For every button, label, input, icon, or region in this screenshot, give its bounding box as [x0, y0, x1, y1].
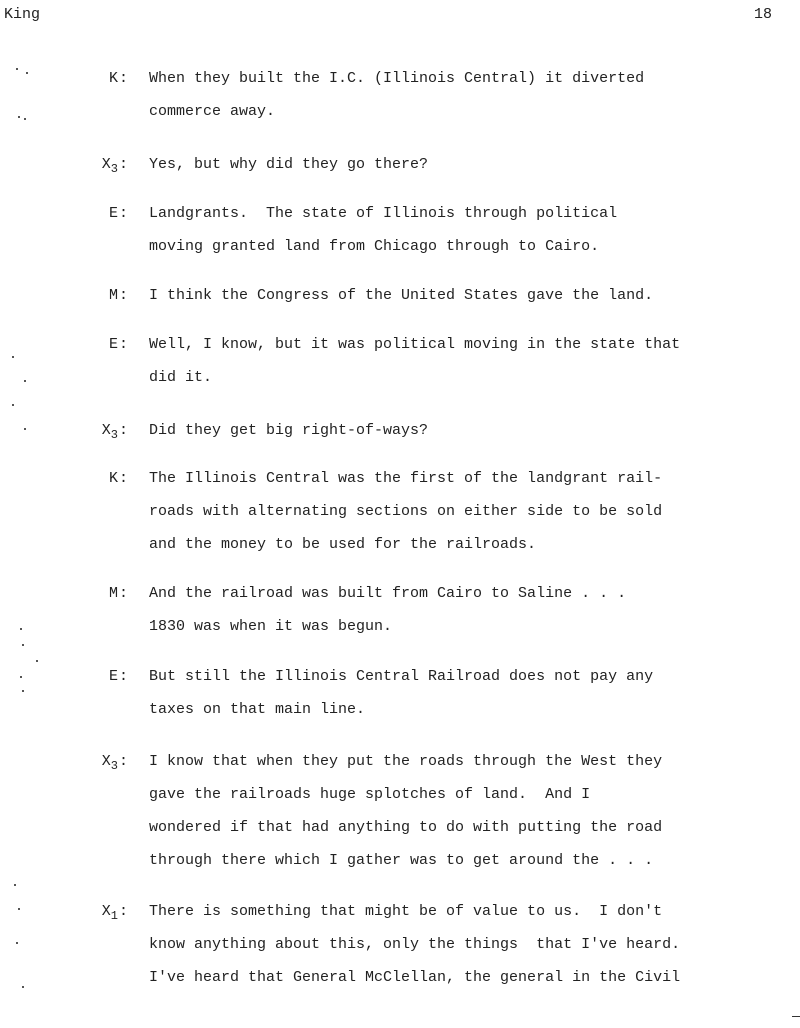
page-number: 18 — [754, 6, 773, 23]
speaker-label: M: — [108, 287, 128, 304]
dialogue-line: commerce away. — [149, 103, 276, 120]
dialogue-line: There is something that might be of value to us. I don't — [149, 903, 663, 920]
edge-mark — [792, 1016, 800, 1017]
speaker-label: $X_3$: — [101, 422, 128, 442]
speaker-label: E: — [108, 336, 128, 353]
speaker-initial: X — [101, 422, 111, 439]
dialogue-line: and the money to be used for the railroads. — [149, 536, 537, 553]
dialogue-line: through there which I gather was to get around the . . . — [149, 852, 654, 869]
speaker-label: K: — [108, 70, 128, 87]
speaker-label: M: — [108, 585, 128, 602]
dialogue-line: Landgrants. The state of Illinois through political — [149, 205, 618, 222]
dialogue-line: know anything about this, only the things that I've heard. — [149, 936, 681, 953]
dialogue-line: moving granted land from Chicago through to Cairo. — [149, 238, 600, 255]
dialogue-line: But still the Illinois Central Railroad does not pay any — [149, 668, 654, 685]
speaker-label: $X_3$: — [101, 753, 128, 773]
dialogue-line: 1830 was when it was begun. — [149, 618, 393, 635]
speaker-label: $X_3$: — [101, 156, 128, 176]
dialogue-line: I've heard that General McClellan, the general in the Civil — [149, 969, 681, 986]
speaker-initial: E — [108, 668, 118, 685]
dialogue-line: I think the Congress of the United States gave the land. — [149, 287, 654, 304]
speaker-initial: E — [108, 336, 118, 353]
speaker-initial: X — [101, 156, 111, 173]
speaker-subscript: 3 — [110, 759, 118, 773]
dialogue-line: I know that when they put the roads through the West they — [149, 753, 663, 770]
dialogue-line: When they built the I.C. (Illinois Central) it diverted — [149, 70, 645, 87]
dialogue-line: gave the railroads huge splotches of land. And I — [149, 786, 591, 803]
speaker-initial: M — [108, 585, 118, 602]
speaker-initial: X — [101, 903, 111, 920]
dialogue-line: Well, I know, but it was political moving in the state that — [149, 336, 681, 353]
dialogue-line: wondered if that had anything to do with putting the road — [149, 819, 663, 836]
page-header-name: King — [4, 6, 41, 23]
speaker-label: $X_1$: — [101, 903, 128, 923]
dialogue-line: Did they get big right-of-ways? — [149, 422, 429, 439]
dialogue-line: Yes, but why did they go there? — [149, 156, 429, 173]
speaker-label: E: — [108, 668, 128, 685]
speaker-label: E: — [108, 205, 128, 222]
dialogue-line: roads with alternating sections on either side to be sold — [149, 503, 663, 520]
speaker-subscript: 3 — [110, 162, 118, 176]
dialogue-line: And the railroad was built from Cairo to Saline . . . — [149, 585, 627, 602]
speaker-initial: E — [108, 205, 118, 222]
speaker-label: K: — [108, 470, 128, 487]
dialogue-line: taxes on that main line. — [149, 701, 366, 718]
dialogue-line: The Illinois Central was the first of the landgrant rail- — [149, 470, 663, 487]
speaker-subscript: 3 — [110, 428, 118, 442]
speaker-initial: K — [108, 470, 118, 487]
speaker-initial: K — [108, 70, 118, 87]
dialogue-line: did it. — [149, 369, 213, 386]
speaker-initial: X — [101, 753, 111, 770]
speaker-initial: M — [108, 287, 118, 304]
speaker-subscript: 1 — [110, 909, 118, 923]
